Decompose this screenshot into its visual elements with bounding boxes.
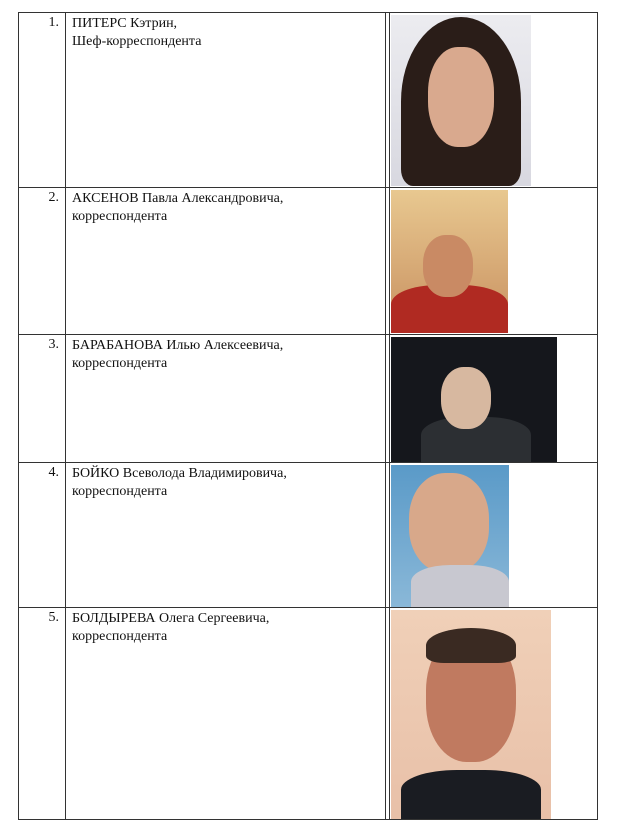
person-text — [72, 15, 372, 51]
column-divider — [385, 608, 390, 819]
row-number: 1. — [19, 13, 66, 187]
table-row — [19, 188, 597, 335]
person-name: АКСЕНОВ Павла Александровича, — [72, 191, 284, 206]
column-divider — [385, 335, 390, 462]
row-number: 3. — [19, 335, 66, 462]
row-number: 4. — [19, 463, 66, 607]
person-name: ПИТЕРС Кэтрин, — [72, 16, 178, 31]
person-text — [72, 610, 372, 646]
person-photo — [391, 337, 557, 462]
person-role: корреспондента — [72, 209, 168, 224]
row-number: 5. — [19, 608, 66, 819]
person-text — [72, 465, 372, 501]
column-divider — [385, 188, 390, 334]
person-name: БОЛДЫРЕВА Олега Сергеевича, — [72, 611, 270, 626]
row-number: 2. — [19, 188, 66, 334]
table-row — [19, 463, 597, 608]
column-divider — [385, 13, 390, 187]
column-divider — [385, 463, 390, 607]
person-photo — [391, 465, 509, 607]
person-name: БАРАБАНОВА Илью Алексеевича, — [72, 338, 284, 353]
person-photo — [391, 610, 551, 819]
table-row — [19, 13, 597, 188]
person-photo — [391, 15, 531, 186]
person-photo — [391, 190, 508, 333]
person-name: БОЙКО Всеволода Владимировича, — [72, 466, 287, 481]
person-role: корреспондента — [72, 629, 168, 644]
person-role: Шеф-корреспондента — [72, 34, 202, 49]
table-row — [19, 608, 597, 819]
person-text — [72, 337, 372, 373]
person-role: корреспондента — [72, 484, 168, 499]
table-row — [19, 335, 597, 463]
people-table — [18, 12, 598, 820]
person-text — [72, 190, 372, 226]
person-role: корреспондента — [72, 356, 168, 371]
